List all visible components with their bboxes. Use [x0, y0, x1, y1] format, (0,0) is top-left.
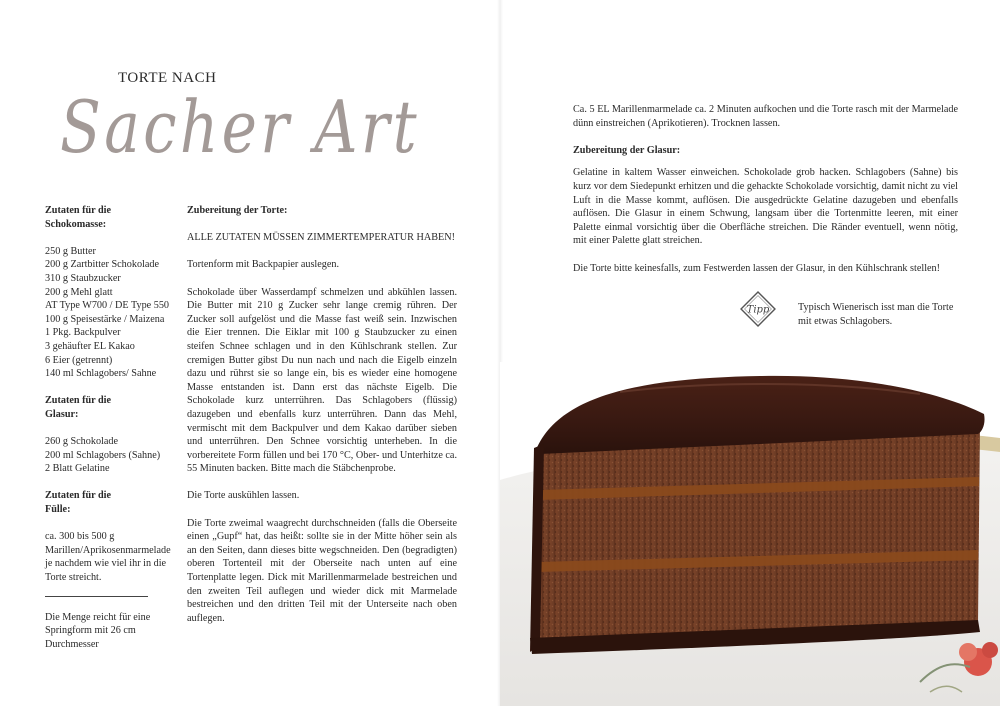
tip-text: Typisch Wienerisch isst man die Torte mit etwas Schlagobers. — [798, 302, 954, 327]
heading-glasur — [45, 394, 180, 421]
ingredient-list — [45, 530, 180, 584]
ingredient-list — [45, 245, 180, 381]
ingredient-item: 1 Pkg. Backpulver — [45, 327, 121, 339]
tip-badge-label: Tipp — [746, 304, 770, 316]
ingredients-column — [45, 204, 180, 651]
title-script-text: Sacher Art — [60, 85, 420, 169]
heading-line: Fülle: — [45, 504, 71, 516]
title-script — [56, 78, 436, 174]
ingredient-item: 140 ml Schlagobers/ Sahne — [45, 368, 157, 380]
ingredient-item: AT Type W700 / DE Type 550 — [45, 300, 170, 312]
note-line: Durchmesser — [45, 638, 99, 650]
ingredient-item: 3 gehäufter EL Kakao — [45, 340, 135, 352]
ingredient-item: 6 Eier (getrennt) — [45, 354, 113, 366]
paragraph: Ca. 5 EL Marillenmarmelade ca. 2 Minuten aufkochen und die Torte rasch mit der Marmelade dünn einstreichen (Aprikotieren). Trocknen lassen. — [573, 104, 958, 129]
paragraph: Tortenform mit Backpapier auslegen. — [187, 259, 340, 271]
ingredient-item: 250 g Butter — [45, 245, 96, 257]
ingredient-item: je nachdem wie viel ihr in die — [45, 558, 167, 570]
heading-line: Glasur: — [45, 408, 79, 420]
paragraph: Schokolade über Wasserdampf schmelzen und abkühlen lassen. Die Butter mit 210 g Zucker sehr lange cremig rühren. Der Zucker soll aufgelöst und die Masse fast weiß sein. Inzwischen die Eier trennen. Die Eiklar mit 100 g Staubzucker zu einen steifen Schnee schlagen und in den Kühlschrank stellen. Zur cremigen Butter gibst Du nun nach und nach die Eigelb einzeln dazu und rührst sie so lange ein, bis es wieder eine homogene Masse entstanden ist. Dann erst das nächste Eigelb. Die Schokolade kurz unterrühren. Das Schlagobers (flüssig) dazugeben und ebenfalls kurz unterrühren. Dann das Mehl, vermischt mit dem Backpulver und dem Kakao darüber sieben und unterrühren. Den Schnee vorsichtig unterheben. In die vorbereitete Form füllen und bei 170 °C, Ober- und Unterhitze ca. 55 Minuten backen. Bitte mach die Stäbchenprobe. — [187, 286, 457, 475]
ingredient-item: Torte streicht. — [45, 572, 102, 584]
section-glasur — [45, 394, 180, 476]
paragraph: ALLE ZUTATEN MÜSSEN ZIMMERTEMPERATUR HABEN! — [187, 232, 455, 244]
ingredient-list — [45, 435, 180, 476]
heading-fuelle — [45, 489, 180, 516]
heading-line: Zutaten für die — [45, 395, 112, 407]
heading-line: Zutaten für die — [45, 205, 112, 216]
ingredient-item: 200 g Zartbitter Schokolade — [45, 259, 160, 271]
heading-schokomasse — [45, 204, 180, 231]
sacher-cake-photo — [500, 362, 1000, 706]
title-small: TORTE NACH — [118, 70, 217, 86]
heading-line: Zutaten für die — [45, 490, 112, 502]
paragraph: Die Torte auskühlen lassen. — [187, 490, 300, 502]
ingredient-item: 2 Blatt Gelatine — [45, 463, 110, 475]
ingredient-item: 260 g Schokolade — [45, 436, 118, 448]
note-line: Die Menge reicht für eine — [45, 611, 151, 623]
tip-badge — [738, 289, 778, 329]
ingredient-item: Marillen/Aprikosenmarmelade — [45, 544, 171, 556]
glaze-column — [573, 103, 958, 289]
section-schokomasse — [45, 204, 180, 381]
heading-zubereitung-glasur: Zubereitung der Glasur: — [573, 144, 681, 156]
paragraph: Die Torte bitte keinesfalls, zum Festwerden lassen der Glasur, in den Kühlschrank stellen! — [573, 262, 941, 274]
paragraph: Gelatine in kaltem Wasser einweichen. Schokolade grob hacken. Schlagobers (Sahne) bis kurz vor dem Siedepunkt erhitzen und die gehackte Schokolade vorsichtig, damit nicht zu viel Luft in die Masse kommt, auflösen. Die ausgedrückte Gelatine dazugeben und ebenfalls auflösen. Die Glasur in einem Schwung, langsam über die Tortenmitte leeren, mit einer Palette einmal vorsichtig über die Oberfläche streichen. Die Ränder eventuell, wenn nötig, mit einer Palette glatt streichen. — [573, 167, 958, 247]
separator-line — [45, 596, 148, 597]
ingredient-item: ca. 300 bis 500 g — [45, 531, 115, 543]
preparation-column — [187, 204, 457, 639]
quantity-note — [45, 611, 180, 652]
ingredient-item: 310 g Staubzucker — [45, 272, 121, 284]
note-line: Springform mit 26 cm — [45, 625, 136, 637]
heading-line: Schokomasse: — [45, 218, 107, 230]
ingredient-item: 200 g Mehl glatt — [45, 286, 113, 298]
ingredient-item: 200 ml Schlagobers (Sahne) — [45, 449, 161, 461]
heading-zubereitung-torte: Zubereitung der Torte: — [187, 205, 288, 216]
ingredient-item: 100 g Speisestärke / Maizena — [45, 313, 165, 325]
tip-box — [734, 287, 959, 333]
section-fuelle — [45, 489, 180, 584]
paragraph: Die Torte zweimal waagrecht durchschneiden (falls die Oberseite einen „Gupf“ hat, das heißt: sollte sie in der Mitte höher sein als an den Seiten, dann dieses bitte wegschneiden. Den (begradigten) oberen Tortenteil mit der Oberseite nach unten auf eine Tortenplatte legen. Dick mit Marillenmarmelade bestreichen und den zweiten Teil auflegen und wieder dick mit Marmelade bestreichen und den dritten Teil mit der Unterseite nach oben auflegen. — [187, 517, 457, 624]
